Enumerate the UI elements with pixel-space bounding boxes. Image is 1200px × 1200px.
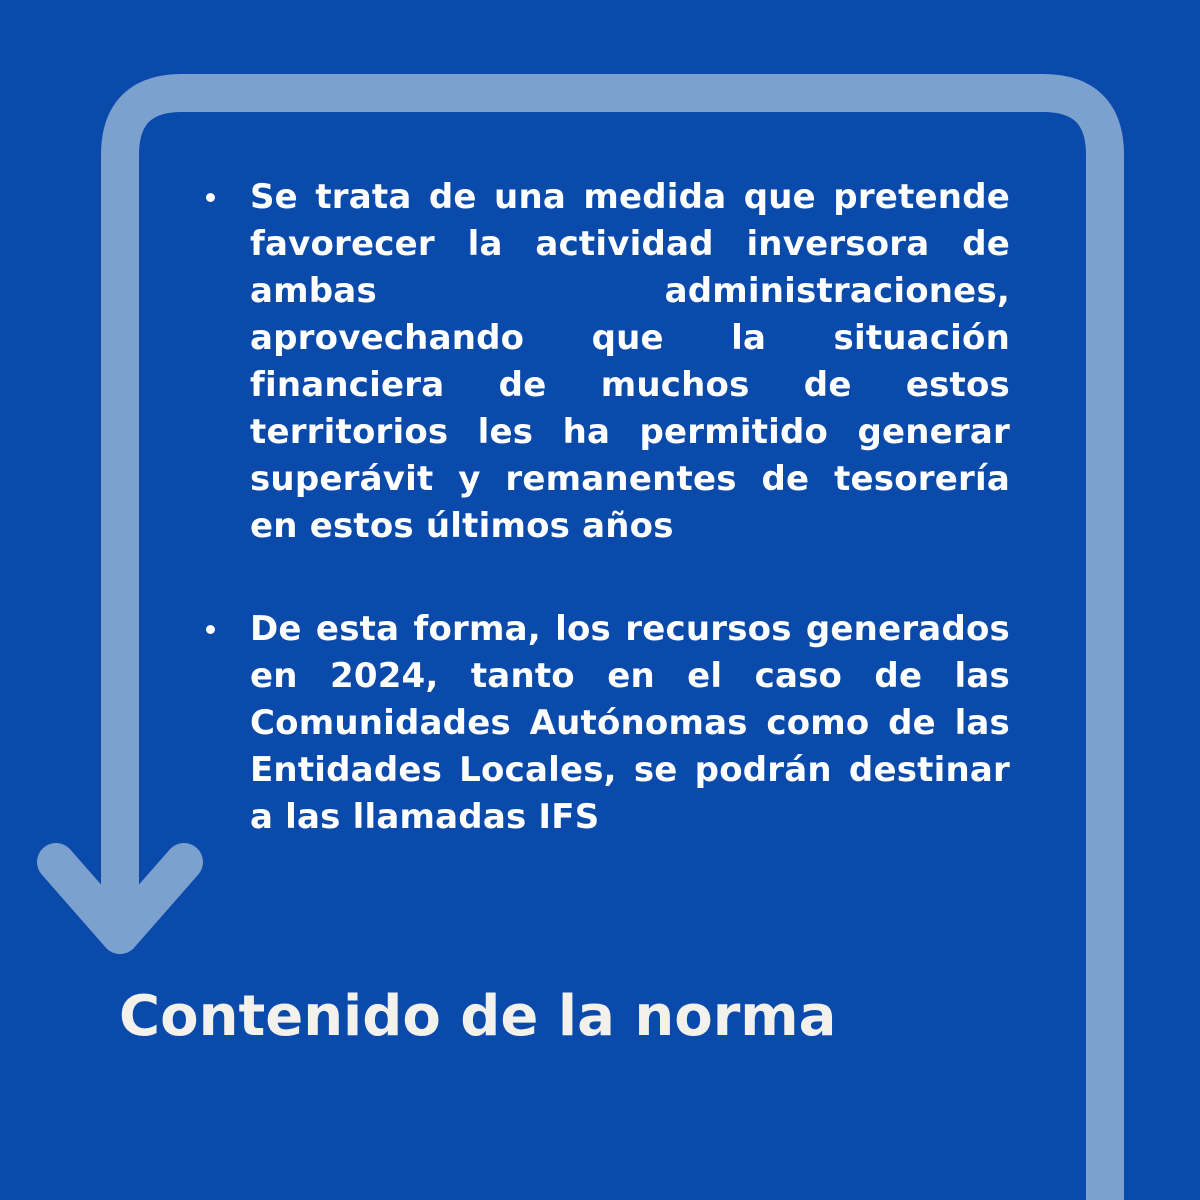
bullet-dot-icon [206, 193, 215, 202]
bullet-dot-icon [206, 625, 215, 634]
section-title: Contenido de la norma [119, 984, 837, 1049]
bullet-text: Se trata de una medida que pretende favorecer la actividad inversora de ambas administraciones, aprovechando que la situación financiera de muchos de estos territorios les ha permitido generar superávit y remanentes de tesorería en estos últimos años [250, 177, 1010, 546]
bullet-item [250, 606, 1010, 841]
bullet-text: De esta forma, los recursos generados en 2024, tanto en el caso de las Comunidades Autónomas como de las Entidades Locales, se podrán destinar a las llamadas IFS [250, 609, 1010, 837]
bullet-item [250, 174, 1010, 550]
